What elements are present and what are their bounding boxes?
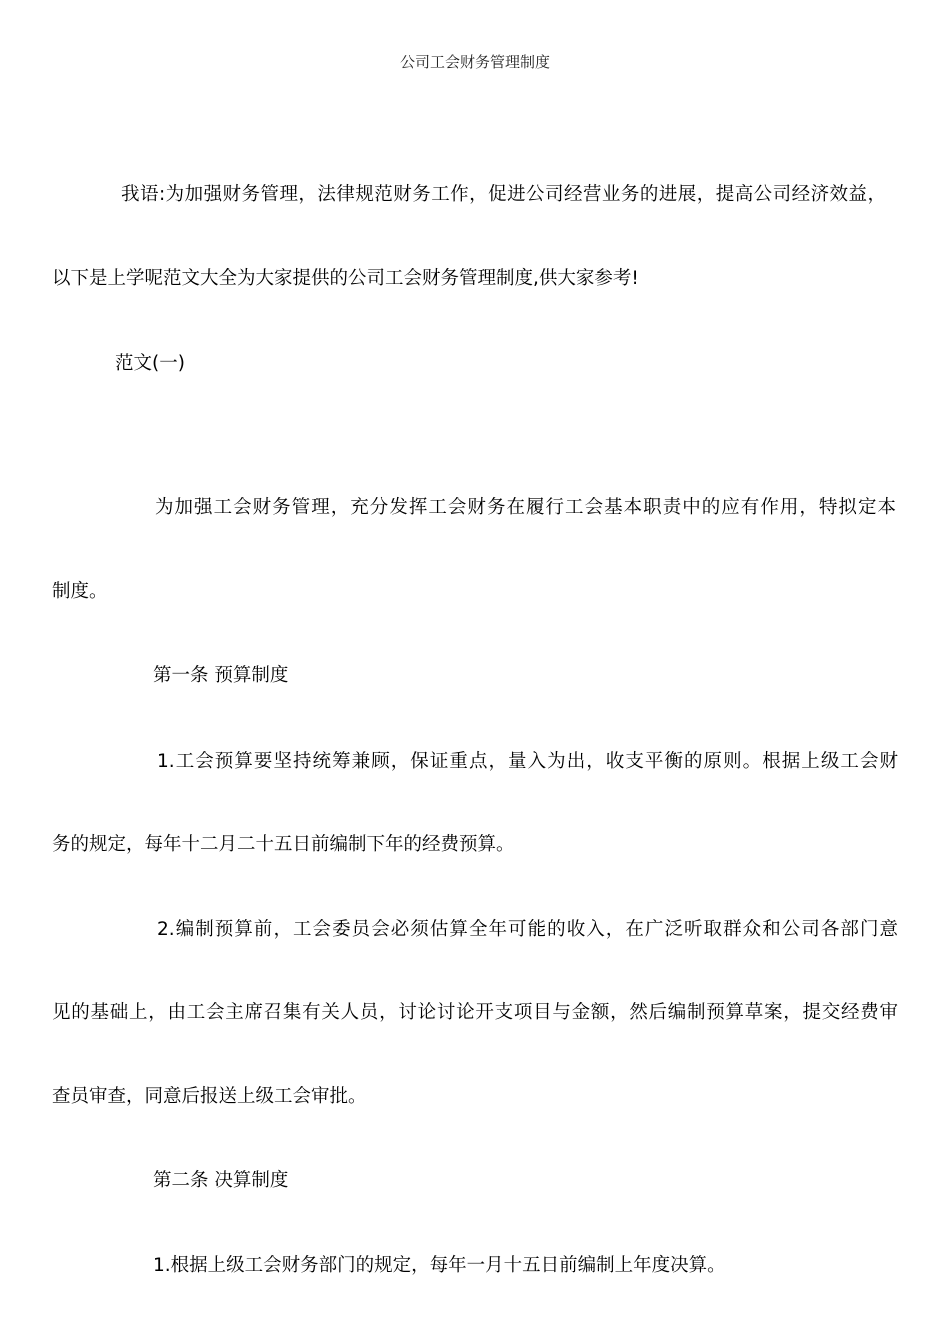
paragraph-line: 查员审查，同意后报送上级工会审批。	[52, 1086, 367, 1107]
paragraph-line: 1.工会预算要坚持统筹兼顾，保证重点，量入为出，收支平衡的原则。根据上级工会财	[157, 751, 898, 772]
paragraph-line: 制度。	[52, 581, 108, 602]
paragraph-line: 2.编制预算前，工会委员会必须估算全年可能的收入，在广泛听取群众和公司各部门意	[157, 919, 898, 940]
paragraph-line: 为加强工会财务管理，充分发挥工会财务在履行工会基本职责中的应有作用，特拟定本	[155, 497, 896, 518]
article-heading: 第二条 决算制度	[153, 1170, 289, 1191]
paragraph-line: 务的规定，每年十二月二十五日前编制下年的经费预算。	[52, 834, 515, 855]
paragraph-line: 以下是上学呢范文大全为大家提供的公司工会财务管理制度,供大家参考!	[52, 268, 639, 289]
paragraph-line: 见的基础上，由工会主席召集有关人员，讨论讨论开支项目与金额，然后编制预算草案，提交经费审	[52, 1002, 898, 1023]
paragraph-line: 1.根据上级工会财务部门的规定，每年一月十五日前编制上年度决算。	[153, 1255, 726, 1276]
paragraph-line: 我语:为加强财务管理，法律规范财务工作，促进公司经营业务的进展，提高公司经济效益，	[121, 184, 886, 205]
section-heading: 范文(一)	[115, 353, 185, 374]
page-header-title: 公司工会财务管理制度	[399, 53, 550, 71]
article-heading: 第一条 预算制度	[153, 665, 289, 686]
